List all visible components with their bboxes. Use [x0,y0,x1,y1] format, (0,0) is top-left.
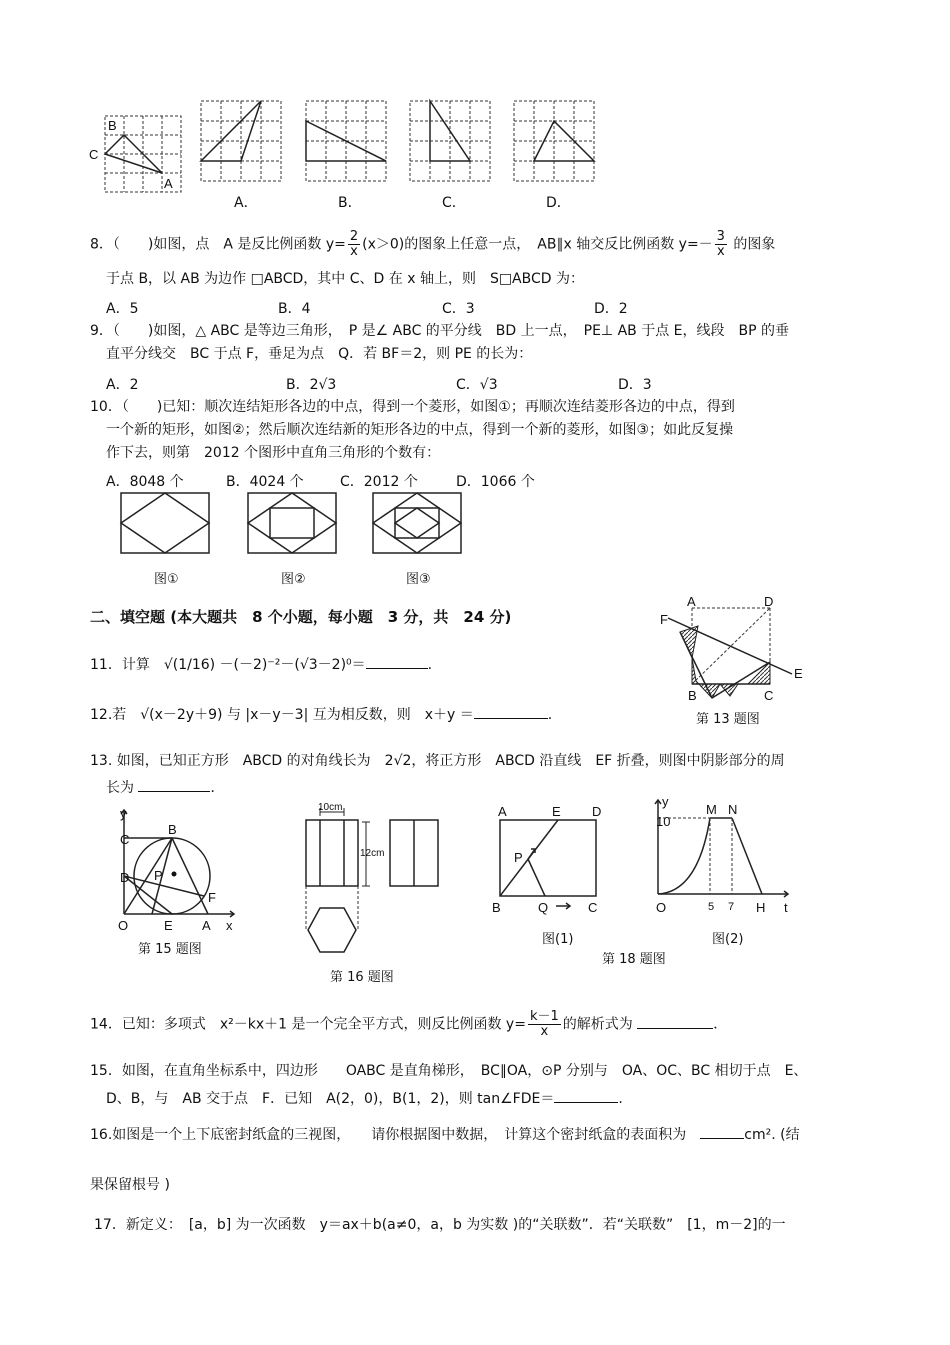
q18-caption: 第 18 题图 [602,952,666,967]
q9-option-a[interactable]: A．2 [106,377,139,393]
q16-caption: 第 16 题图 [330,970,394,985]
q10-caption-2: 图② [281,572,306,587]
svg-text:B: B [168,822,177,837]
svg-text:H: H [756,900,766,915]
q15-caption: 第 15 题图 [138,942,202,957]
q10-caption-1: 图① [154,572,179,587]
svg-text:O: O [118,918,129,933]
q16-answer-blank[interactable] [700,1138,744,1139]
svg-text:O: O [656,900,667,915]
q12-answer-blank[interactable] [474,718,548,719]
q10-line1: 10．（ )已知：顺次连结矩形各边的中点，得到一个菱形，如图①；再顺次连结菱形各边的中点，得到 [90,399,735,415]
q11-answer-blank[interactable] [366,668,428,669]
svg-text:P: P [514,850,523,865]
q18-fig1 [490,802,610,920]
q10-figures [120,492,470,556]
q8-line1: 8．（ )如图，点 A 是反比例函数 y= $\frac{2}{x}$ (x＞0)的图象上任意一点， AB∥x 轴交反比例函数 y=－ $\frac{3}{x}$ 的图象 [90,229,776,259]
svg-text:y: y [120,806,127,821]
q8-option-d[interactable]: D．2 [594,301,628,317]
svg-text:x: x [226,918,233,933]
q7-label-A: A [164,176,173,191]
q12-text: 12.若 √(x－2y＋9) 与 |x－y－3| 互为相反数，则 x＋y ＝ . [90,707,553,723]
svg-text:D: D [764,594,774,609]
q18-fig2-caption: 图(2) [712,932,744,947]
svg-text:D: D [592,804,602,819]
svg-text:A: A [498,804,507,819]
svg-text:B: B [688,688,697,703]
q13-line1: 13. 如图，已知正方形 ABCD 的对角线长为 2√2，将正方形 ABCD 沿直线 EF 折叠，则图中阴影部分的周 [90,753,785,769]
svg-text:P: P [154,868,163,883]
q7-figures [88,96,608,200]
q15-line2: D、B，与 AB 交于点 F．已知 A(2，0)，B(1，2)，则 tan∠FDE＝ . [106,1091,623,1107]
q10-caption-3: 图③ [406,572,431,587]
q7-option-a[interactable]: A． [234,195,258,211]
q8-line2: 于点 B，以 AB 为边作 □ABCD，其中 C、D 在 x 轴上，则 S□ABCD 为： [106,271,585,287]
q17-line1: 17．新定义： [a，b] 为一次函数 y＝ax＋b(a≠0，a，b 为实数 )的“关联数”．若“关联数” [1，m－2]的一 [94,1217,786,1233]
svg-text:F: F [660,612,668,627]
q13-line2: 长为 ． [106,780,225,796]
q7-label-B: B [108,118,117,133]
q14-text: 14．已知：多项式 x²－kx＋1 是一个完全平方式，则反比例函数 y= $\frac{k-1}{x}$ 的解析式为 ． [90,1009,728,1039]
svg-text:7: 7 [728,901,735,913]
q9-line2: 直平分线交 BC 于点 F，垂足为点 Q．若 BF＝2，则 PE 的长为： [106,346,533,362]
q18-fig1-caption: 图(1) [542,932,574,947]
q9-option-b[interactable]: B．2√3 [286,377,337,393]
q10-option-b[interactable]: B．4024 个 [226,474,304,490]
q10-line2: 一个新的矩形，如图②；然后顺次连结新的矩形各边的中点，得到一个新的菱形，如图③；如此反复操 [106,422,734,438]
q16-line2: 果保留根号 ) [90,1177,170,1193]
section-2-title: 二、填空题 (本大题共 8 个小题，每小题 3 分，共 24 分) [90,608,512,626]
svg-text:12cm: 12cm [360,848,385,859]
q10-line3: 作下去，则第 2012 个图形中直角三角形的个数有： [106,445,441,461]
q10-option-d[interactable]: D．1066 个 [456,474,535,490]
q8-frac2: $\frac{3}{x}$ [716,229,725,259]
q18-fig2 [628,794,798,918]
svg-text:Q: Q [538,900,549,915]
svg-text:y: y [662,794,669,809]
q13-answer-blank[interactable] [138,791,210,792]
q14-frac: $\frac{k-1}{x}$ [529,1009,559,1039]
q9-line1: 9．（ )如图，△ ABC 是等边三角形， P 是∠ ABC 的平分线 BD 上一点， PE⊥ AB 于点 E，线段 BP 的垂 [90,323,789,339]
q7-option-d[interactable]: D． [546,195,571,211]
svg-text:5: 5 [708,901,715,913]
q8-option-c[interactable]: C．3 [442,301,475,317]
svg-text:B: B [492,900,501,915]
svg-text:F: F [208,890,216,905]
q13-caption: 第 13 题图 [696,712,760,727]
svg-text:10: 10 [656,814,671,829]
svg-text:E: E [794,666,803,681]
svg-text:C: C [764,688,774,703]
q8-option-b[interactable]: B．4 [278,301,311,317]
svg-text:D: D [120,870,130,885]
q11-text: 11．计算 √(1/16) －(－2)⁻²－(√3－2)⁰＝ . [90,657,433,673]
q9-option-c[interactable]: C．√3 [456,377,498,393]
q9-option-d[interactable]: D．3 [618,377,652,393]
svg-text:A: A [687,594,696,609]
q16-figure [296,800,446,960]
q8-frac1: $\frac{2}{x}$ [349,229,359,259]
svg-text:N: N [728,802,738,817]
q15-answer-blank[interactable] [554,1102,618,1103]
q15-figure [112,806,242,936]
q7-label-C: C [89,147,99,162]
svg-text:10cm: 10cm [318,802,343,813]
svg-text:E: E [164,918,173,933]
q8-option-a[interactable]: A．5 [106,301,139,317]
q10-option-a[interactable]: A．8048 个 [106,474,184,490]
q7-option-c[interactable]: C． [442,195,466,211]
q15-line1: 15．如图，在直角坐标系中，四边形 OABC 是直角梯形， BC∥OA，⊙P 分别与 OA、OC、BC 相切于点 E、 [90,1063,808,1079]
svg-text:A: A [202,918,211,933]
q14-answer-blank[interactable] [637,1028,713,1029]
svg-text:C: C [120,832,130,847]
svg-text:t: t [784,900,788,915]
q7-option-b[interactable]: B． [338,195,362,211]
svg-text:M: M [706,802,717,817]
svg-text:C: C [588,900,598,915]
q16-line1: 16.如图是一个上下底密封纸盒的三视图， 请你根据图中数据， 计算这个密封纸盒的表面积为 cm². (结 [90,1127,800,1143]
q10-option-c[interactable]: C．2012 个 [340,474,418,490]
svg-text:E: E [552,804,561,819]
